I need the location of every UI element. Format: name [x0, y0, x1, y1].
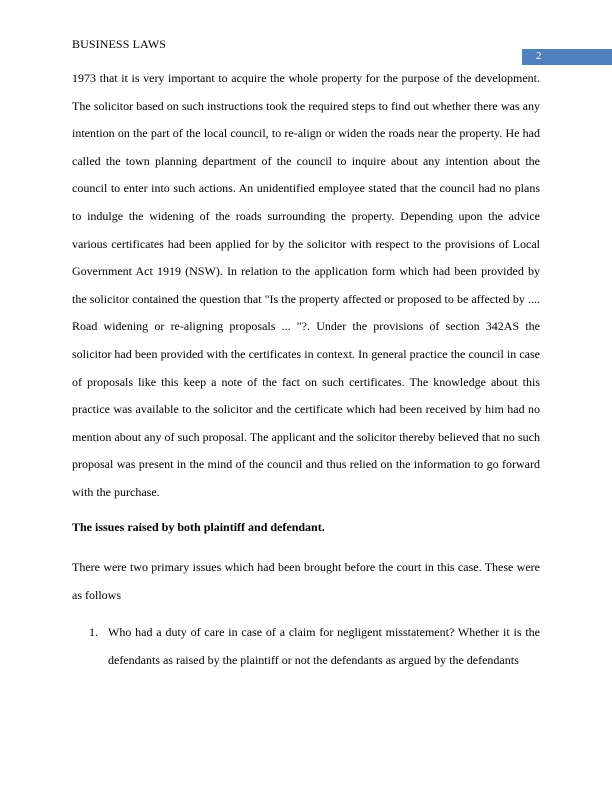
section-heading: The issues raised by both plaintiff and defendant.: [72, 520, 325, 534]
numbered-list: [72, 619, 540, 674]
page-number-badge: [522, 49, 612, 65]
list-item: [72, 619, 540, 674]
header-title: BUSINESS LAWS: [72, 37, 167, 51]
body-paragraph: There were two primary issues which had been brought before the court in this case. These were as follows: [72, 560, 540, 602]
list-item-text: Who had a duty of care in case of a claim for negligent misstatement? Whether it is the defendants as raised by the plaintiff or not the defendants as argued by the defendants: [108, 625, 540, 667]
list-marker: 1.: [89, 625, 98, 639]
page-number: 2: [536, 50, 542, 62]
body-paragraph: 1973 that it is very important to acquire the whole property for the purpose of the development. The solicitor based on such instructions took the required steps to find out whether there was any intention on the part of the local council, to re-align or widen the roads near the property. He had called the town planning department of the council to inquire about any intention about the council to enter into such actions. An unidentified employee stated that the council had no plans to indulge the widening of the roads surrounding the property. Depending upon the advice various certificates had been applied for by the solicitor with respect to the provisions of Local Government Act 1919 (NSW). In relation to the application form which had been provided by the solicitor contained the question that "Is the property affected or proposed to be affected by .... Road widening or re-aligning proposals ... "?. Under the provisions of section 342AS the solicitor had been provided with the certificates in context. In general practice the council in case of proposals like this keep a note of the fact on such certificates. The knowledge about this practice was available to the solicitor and the certificate which had been received by him had no mention about any of such proposal. The applicant and the solicitor thereby believed that no such proposal was present in the mind of the council and thus relied on the information to go forward with the purchase.: [72, 71, 540, 499]
